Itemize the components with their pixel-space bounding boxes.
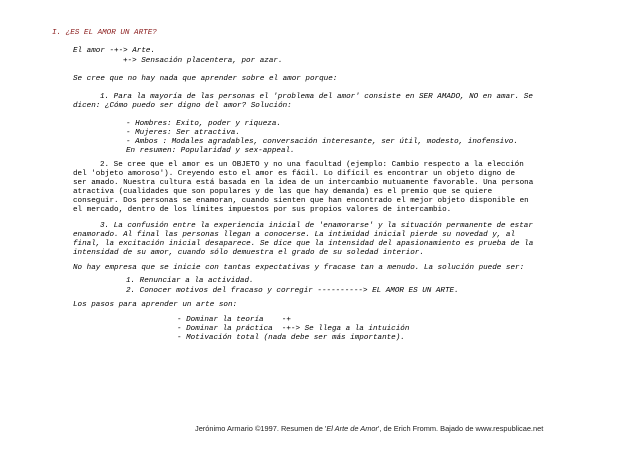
point-2-line-5: conseguir. Dos personas se enamoran, cuando sienten que han encontrado el mejor objeto disponible en xyxy=(73,197,529,205)
point-1-summary: En resumen: Popularidad y sex-appeal. xyxy=(126,147,295,155)
point-1-item-men: - Hombres: Exito, poder y riqueza. xyxy=(126,120,281,128)
point-3-line-3: final, la excitación inicial desaparece. Se dice que la intensidad del apasionamiento es prueba de la xyxy=(73,240,534,248)
solution-1: 1. Renunciar a la actividad. xyxy=(126,277,254,285)
point-2-line-4: atractiva (cualidades que son populares y de las que hay demanda) es el premio que se quiere xyxy=(73,188,493,196)
point-1-item-women: - Mujeres: Ser atractiva. xyxy=(126,129,240,137)
point-2-line-3: ser amado. Nuestra cultura está basada en la idea de un intercambio mutuamente favorable. Una persona xyxy=(73,179,534,187)
intro-paragraph: Se cree que no hay nada que aprender sobre el amor porque: xyxy=(73,75,338,83)
page-footer xyxy=(195,424,543,433)
amor-definition-line-1: El amor -+-> Arte. xyxy=(73,47,156,55)
step-practice: - Dominar la práctica -+-> Se llega a la intuición xyxy=(177,325,410,333)
footer-source: ', de Erich Fromm. Bajado de www.respublicae.net xyxy=(377,424,544,433)
conclusion-paragraph: No hay empresa que se inicie con tantas expectativas y fracase tan a menudo. La solución puede ser: xyxy=(73,264,525,272)
step-motivation: - Motivación total (nada debe ser más importante). xyxy=(177,334,405,342)
point-1-line-2: dicen: ¿Cómo puedo ser digno del amor? Solución: xyxy=(73,102,292,110)
point-2-line-1: 2. Se cree que el amor es un OBJETO y no una facultad (ejemplo: Cambio respecto a la elección xyxy=(100,161,524,169)
point-3-line-4: intensidad de su amor, cuando sólo demuestra el grado de su soledad interior. xyxy=(73,249,424,257)
point-2-line-6: el mercado, dentro de los límites impuestos por sus propios valores de intercambio. xyxy=(73,206,452,214)
page-title: I. ¿ES EL AMOR UN ARTE? xyxy=(52,29,157,37)
footer-credit: Jerónimo Armario ©1997. Resumen de ' xyxy=(195,424,327,433)
point-1-item-both: - Ambos : Modales agradables, conversación interesante, ser útil, modesto, inofensivo. xyxy=(126,138,518,146)
steps-intro: Los pasos para aprender un arte son: xyxy=(73,301,238,309)
step-theory: - Dominar la teoría -+ xyxy=(177,316,291,324)
footer-book-title: El Arte de Amor xyxy=(326,424,378,433)
point-3-line-2: enamorado. Al final las personas llegan a conocerse. La intimidad inicial pierde su novedad y, al xyxy=(73,231,516,239)
amor-definition-line-2: +-> Sensación placentera, por azar. xyxy=(123,57,283,65)
point-3-line-1: 3. La confusión entre la experiencia inicial de 'enamorarse' y la situación permanente de estar xyxy=(100,222,533,230)
point-2-line-2: del 'objeto amoroso'). Creyendo esto el amor es fácil. Lo difícil es encontrar un objeto digno de xyxy=(73,170,516,178)
solution-2: 2. Conocer motivos del fracaso y corregir ----------> EL AMOR ES UN ARTE. xyxy=(126,287,459,295)
point-1-line-1: 1. Para la mayoría de las personas el 'problema del amor' consiste en SER AMADO, NO en amar. Se xyxy=(100,93,533,101)
